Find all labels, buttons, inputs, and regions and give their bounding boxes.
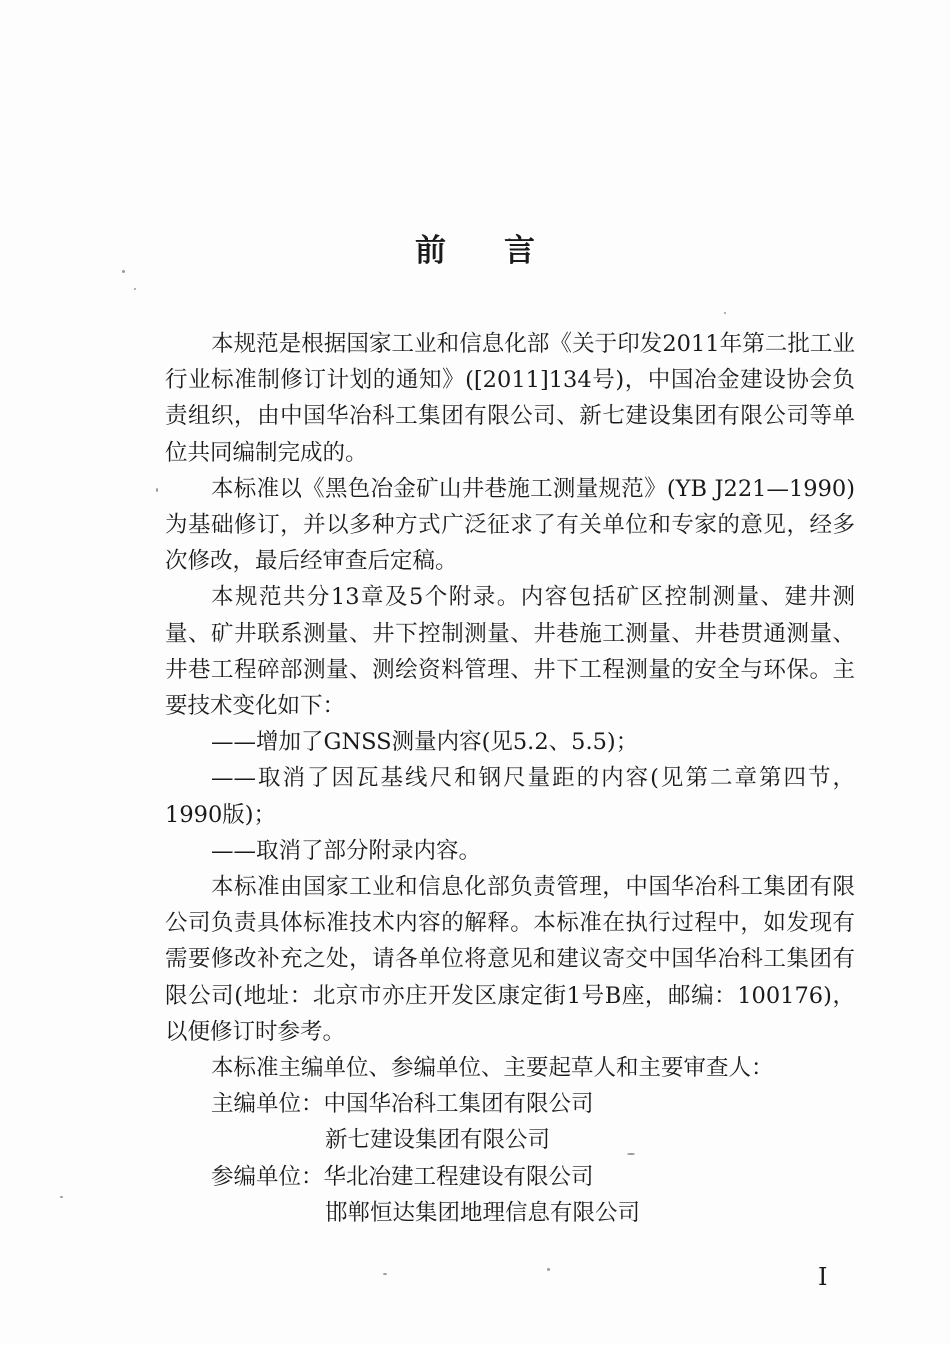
scan-speck	[547, 1268, 550, 1271]
preface-body	[165, 326, 855, 1231]
change-item-gnss: ——增加了GNSS测量内容(见5.2、5.5)；	[211, 729, 639, 756]
paragraph-management: 本标准由国家工业和信息化部负责管理，中国华冶科工集团有限公司负责具体标准技术内容的解释。本标准在执行过程中，如发现有需要修改补充之处，请各单位将意见和建议寄交中国华冶科工集团有限公司(地址：北京市亦庄开发区康定街1号B座，邮编：100176)，以便修订时参考。	[165, 874, 855, 1045]
page-number: I	[818, 1263, 828, 1291]
paragraph-units-intro: 本标准主编单位、参编单位、主要起草人和主要审查人：	[211, 1055, 774, 1082]
chief-unit-label: 主编单位：	[211, 1091, 324, 1118]
scan-speck	[724, 312, 726, 314]
scan-speck	[134, 288, 136, 290]
change-item-invar: ——取消了因瓦基线尺和钢尺量距的内容(见第二章第四节，1990版)；	[165, 765, 855, 828]
chief-unit-row	[165, 1086, 855, 1122]
scan-speck	[60, 1196, 63, 1198]
participating-unit-name: 邯郸恒达集团地理信息有限公司	[325, 1199, 641, 1226]
page-title: 前言	[415, 232, 593, 269]
chief-unit-name: 新七建设集团有限公司	[325, 1127, 551, 1154]
chief-unit-row	[165, 1122, 855, 1158]
chief-unit-name: 中国华冶科工集团有限公司	[323, 1091, 594, 1118]
paragraph-contents: 本规范共分13章及5个附录。内容包括矿区控制测量、建井测量、矿井联系测量、井下控制测量、井巷施工测量、井巷贯通测量、井巷工程碎部测量、测绘资料管理、井下工程测量的安全与环保。主要技术变化如下：	[165, 584, 855, 720]
scan-speck	[383, 1273, 387, 1275]
participating-unit-row	[165, 1159, 855, 1195]
scan-speck	[156, 488, 158, 492]
participating-unit-row	[165, 1195, 855, 1231]
participating-unit-name: 华北冶建工程建设有限公司	[323, 1163, 594, 1190]
participating-unit-label: 参编单位：	[211, 1163, 324, 1190]
paragraph-origin: 本规范是根据国家工业和信息化部《关于印发2011年第二批工业行业标准制修订计划的通知》([2011]134号)，中国冶金建设协会负责组织，由中国华冶科工集团有限公司、新七建设集团有限公司等单位共同编制完成的。	[165, 331, 855, 466]
paragraph-basis: 本标准以《黑色冶金矿山井巷施工测量规范》(YB J221—1990)为基础修订，并以多种方式广泛征求了有关单位和专家的意见，经多次修改，最后经审查后定稿。	[165, 475, 855, 575]
change-item-appendix: ——取消了部分附录内容。	[211, 837, 482, 864]
